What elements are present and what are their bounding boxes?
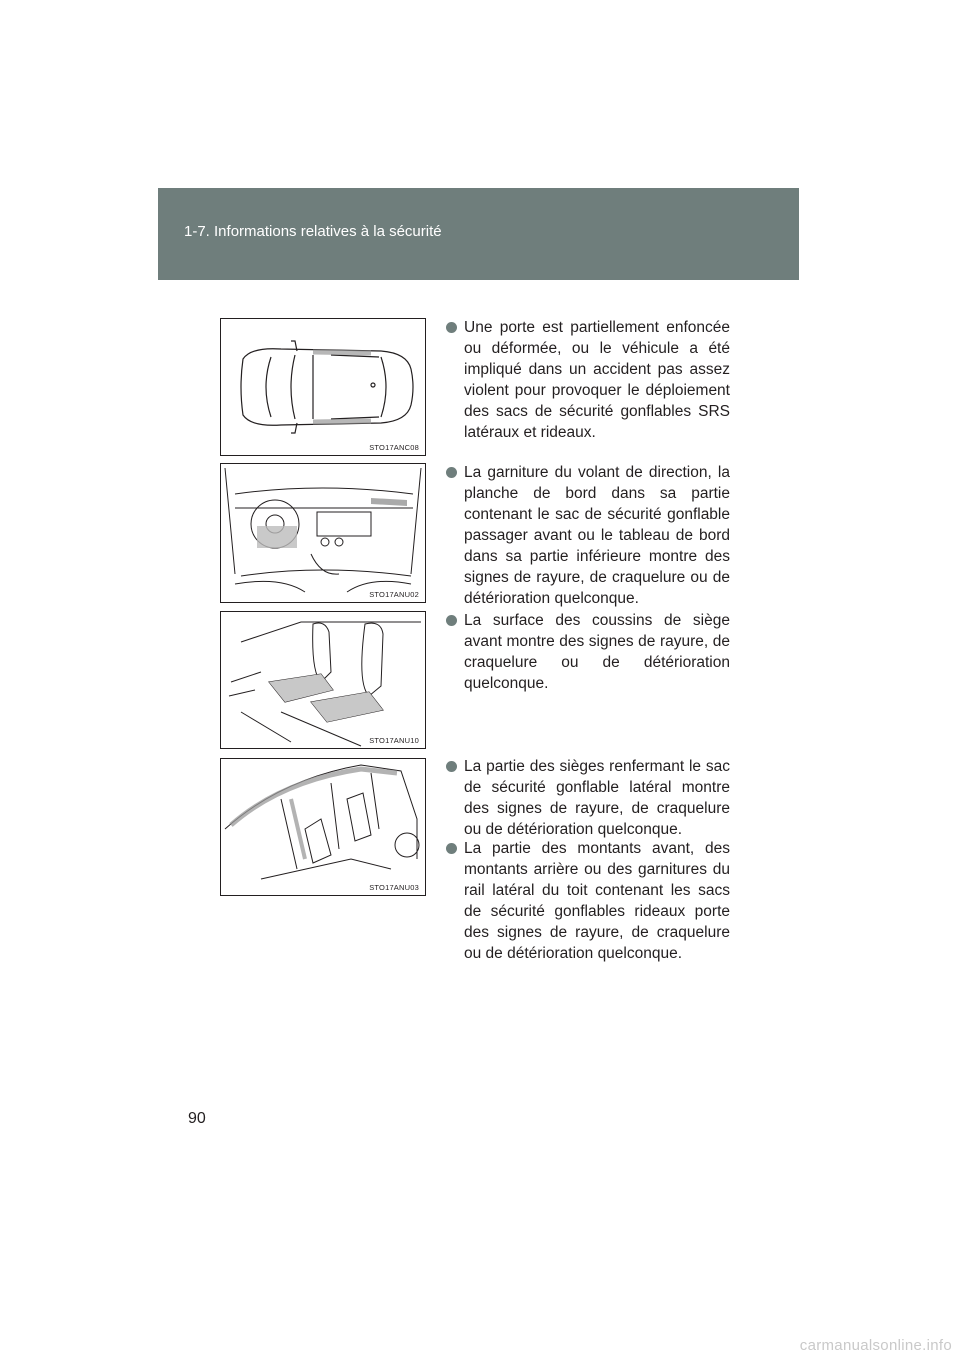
figure-car-top-view — [220, 318, 426, 456]
watermark: carmanualsonline.info — [799, 1337, 952, 1354]
figure-dashboard — [220, 463, 426, 603]
list-item — [446, 610, 730, 694]
front-seats-illustration — [221, 612, 426, 749]
list-item-text: La surface des coussins de siège avant montre des signes de rayure, de craquelure ou de détérioration quelconque. — [464, 612, 730, 692]
list-item-text: La garniture du volant de direction, la planche de bord dans sa partie contenant le sac de sécurité gonflable passager avant ou le tableau de bord dans sa partie inférieure montre des signes de rayure, de craquelure ou de détérioration quelconque. — [464, 464, 730, 607]
figure-code: STO17ANC08 — [369, 443, 419, 452]
figure-code: STO17ANU03 — [369, 883, 419, 892]
figure-front-seats — [220, 611, 426, 749]
bullet-icon — [446, 615, 457, 626]
list-item — [446, 838, 730, 964]
figure-interior-side-view — [220, 758, 426, 896]
interior-side-view-illustration — [221, 759, 426, 896]
figure-code: STO17ANU02 — [369, 590, 419, 599]
page-number: 90 — [188, 1110, 206, 1127]
bullet-icon — [446, 761, 457, 772]
section-header-band — [158, 188, 799, 280]
list-item-text: La partie des montants avant, des montants arrière ou des garnitures du rail latéral du toit contenant les sacs de sécurité gonflables rideaux porte des signes de rayure, de craquelure ou de détérioration quelconque. — [464, 840, 730, 962]
list-item — [446, 317, 730, 443]
list-item — [446, 756, 730, 840]
car-top-view-illustration — [221, 319, 426, 456]
list-item-text: Une porte est partiellement enfoncée ou déformée, ou le véhicule a été impliqué dans un accident pas assez violent pour provoquer le déploiement des sacs de sécurité gonflables SRS latéraux et rideaux. — [464, 319, 730, 441]
bullet-icon — [446, 843, 457, 854]
bullet-icon — [446, 467, 457, 478]
list-item — [446, 462, 730, 609]
bullet-icon — [446, 322, 457, 333]
list-item-text: La partie des sièges renfermant le sac de sécurité gonflable latéral montre des signes de rayure, de craquelure ou de détérioration quelconque. — [464, 758, 730, 838]
section-title: 1-7. Informations relatives à la sécurité — [184, 223, 442, 240]
dashboard-illustration — [221, 464, 426, 603]
figure-code: STO17ANU10 — [369, 736, 419, 745]
